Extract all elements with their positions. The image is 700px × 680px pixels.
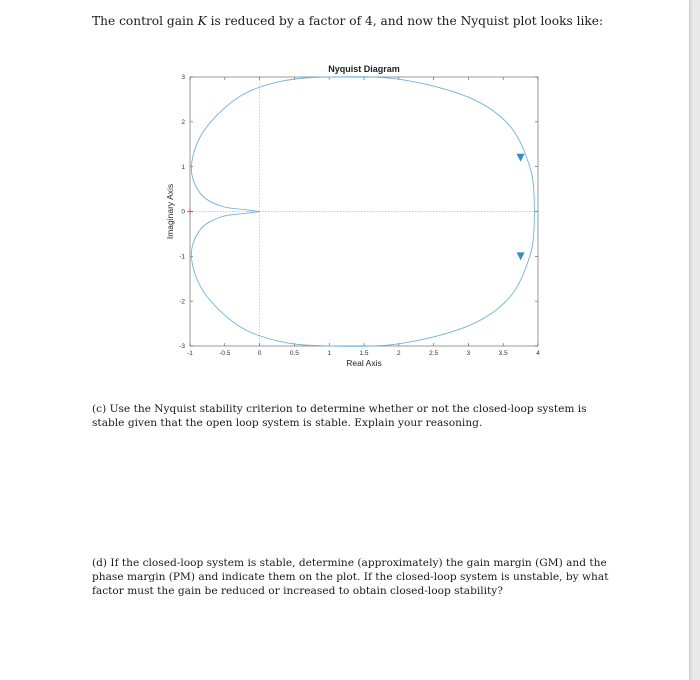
gain-variable: K <box>197 14 207 28</box>
x-tick-label: 0 <box>257 350 262 357</box>
x-tick-label: -0.5 <box>219 350 231 357</box>
x-tick-label: 2 <box>396 350 401 357</box>
y-tick-label: 1 <box>181 163 185 171</box>
x-tick-label: 0.5 <box>289 350 299 357</box>
question-c: (c) Use the Nyquist stability criterion to determine whether or not the closed-loop system is stable given that the open loop system is stable. Explain your reasoning. <box>92 403 587 429</box>
intro-text <box>92 14 603 28</box>
y-tick-label: 0 <box>181 208 185 216</box>
y-tick-label: 3 <box>181 74 185 82</box>
x-tick-label: 4 <box>536 350 540 357</box>
x-axis-label: Real Axis <box>346 358 382 368</box>
y-tick-label: 2 <box>181 119 185 127</box>
x-tick-label: 3.5 <box>498 350 508 357</box>
x-tick-label: 2.5 <box>429 350 439 357</box>
x-tick-label: 3 <box>466 350 471 357</box>
nyquist-chart <box>150 60 570 380</box>
y-tick-label: -3 <box>179 343 185 351</box>
y-tick-label: -2 <box>179 298 185 306</box>
x-tick-label: 1.5 <box>359 350 369 357</box>
x-tick-label: -1 <box>187 350 193 357</box>
intro-text-before: The control gain <box>92 14 198 28</box>
question-d: (d) If the closed-loop system is stable, determine (approximately) the gain margin (GM) and the phase margin (PM) and indicate them on the plot. If the closed-loop system is unstable, by what factor must the gain be reduced or increased to obtain closed-loop stability? <box>92 557 609 597</box>
y-axis-label: Imaginary Axis <box>165 183 175 240</box>
x-tick-label: 1 <box>327 350 332 357</box>
y-tick-label: -1 <box>179 253 185 261</box>
intro-text-after: is reduced by a factor of 4, and now the Nyquist plot looks like: <box>206 14 604 28</box>
chart-title: Nyquist Diagram <box>328 64 400 74</box>
nyquist-figure <box>150 60 570 384</box>
